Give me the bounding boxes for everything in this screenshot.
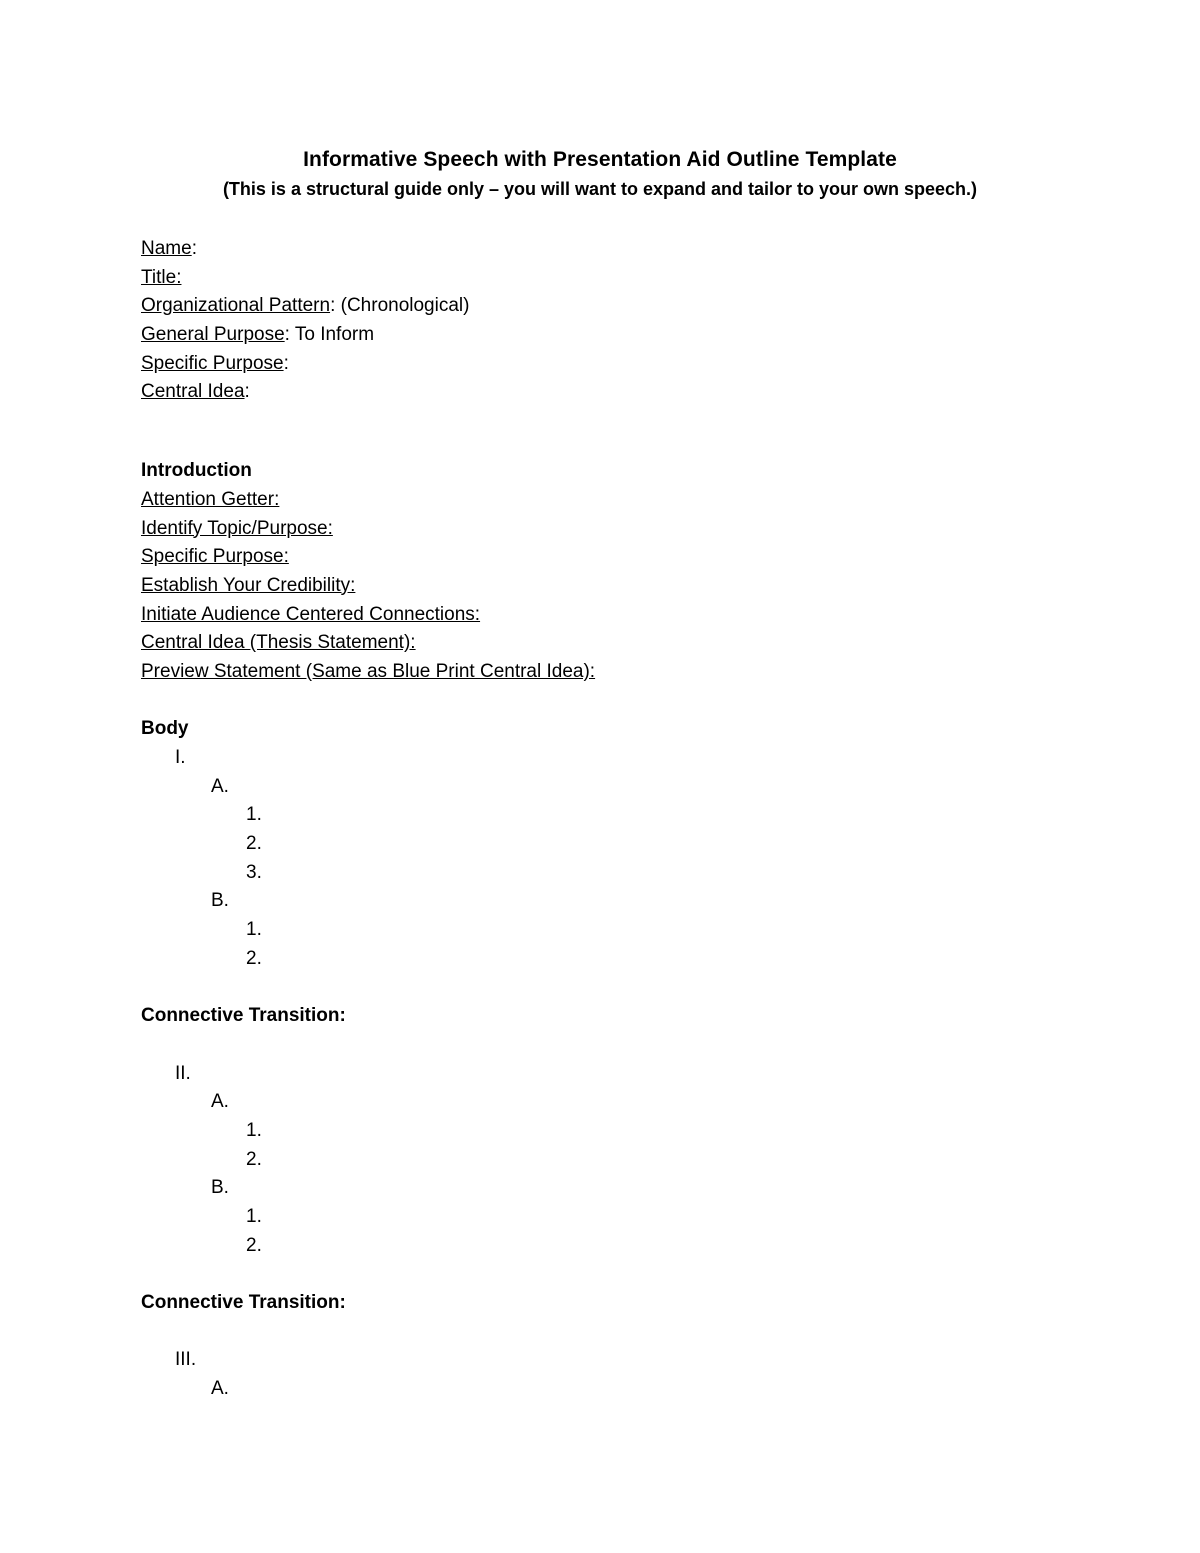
name-field (141, 235, 1141, 264)
intro-attention-getter: Attention Getter: (141, 488, 280, 510)
spacer (141, 687, 1141, 716)
intro-specific-purpose: Specific Purpose: (141, 546, 289, 568)
intro-credibility: Establish Your Credibility: (141, 574, 356, 596)
spacer (141, 1318, 1141, 1347)
connective-transition-2: Connective Transition: (141, 1292, 346, 1314)
subsubpoint-2b-2: 2. (246, 1234, 262, 1256)
main-point-2: II. (175, 1062, 191, 1084)
org-pattern-field (141, 292, 1141, 321)
spacer (141, 974, 1141, 1003)
spacer (141, 1260, 1141, 1289)
org-pattern-value: : (Chronological) (330, 295, 470, 317)
spacer (141, 407, 1141, 457)
title-field (141, 264, 1141, 293)
intro-identify-topic: Identify Topic/Purpose: (141, 517, 333, 539)
subsubpoint-1a-1: 1. (246, 804, 262, 826)
subpoint-2a: A. (211, 1091, 229, 1113)
subsubpoint-2a-1: 1. (246, 1119, 262, 1141)
document-header (0, 146, 1200, 202)
subsubpoint-1b-1: 1. (246, 919, 262, 941)
introduction-heading: Introduction (141, 460, 252, 482)
subsubpoint-2a-2: 2. (246, 1148, 262, 1170)
specific-purpose-field (141, 350, 1141, 379)
connective-transition-1: Connective Transition: (141, 1005, 346, 1027)
intro-audience-connections: Initiate Audience Centered Connections: (141, 603, 481, 625)
name-suffix: : (191, 238, 197, 259)
main-point-3: III. (175, 1349, 197, 1371)
spacer (141, 1031, 1141, 1060)
subpoint-1b: B. (211, 890, 229, 912)
general-purpose-label: General Purpose (141, 324, 285, 346)
central-idea-suffix: : (244, 381, 250, 403)
subpoint-3a: A. (211, 1378, 229, 1400)
general-purpose-field (141, 321, 1141, 350)
name-label: Name (141, 238, 192, 259)
title-label: Title: (141, 266, 182, 288)
document-title: Informative Speech with Presentation Aid Outline Template (303, 148, 897, 171)
subsubpoint-1b-2: 2. (246, 947, 262, 969)
main-point-1: I. (175, 747, 186, 768)
central-idea-field (141, 378, 1141, 407)
general-purpose-value: : To Inform (284, 324, 375, 346)
intro-preview-statement: Preview Statement (Same as Blue Print Central Idea): (141, 660, 596, 682)
outline-content (141, 235, 1141, 1404)
specific-purpose-label: Specific Purpose (141, 352, 284, 374)
subsubpoint-2b-1: 1. (246, 1206, 262, 1227)
subsubpoint-1a-2: 2. (246, 833, 262, 855)
body-heading: Body (141, 718, 189, 740)
central-idea-label: Central Idea (141, 381, 245, 403)
subpoint-1a: A. (211, 775, 229, 797)
specific-purpose-suffix: : (283, 352, 289, 374)
subpoint-2b: B. (211, 1177, 229, 1199)
subsubpoint-1a-3: 3. (246, 861, 262, 883)
org-pattern-label: Organizational Pattern (141, 295, 331, 317)
document-subtitle: (This is a structural guide only – you will want to expand and tailor to your own speech.) (222, 179, 978, 199)
intro-central-idea: Central Idea (Thesis Statement): (141, 632, 416, 654)
